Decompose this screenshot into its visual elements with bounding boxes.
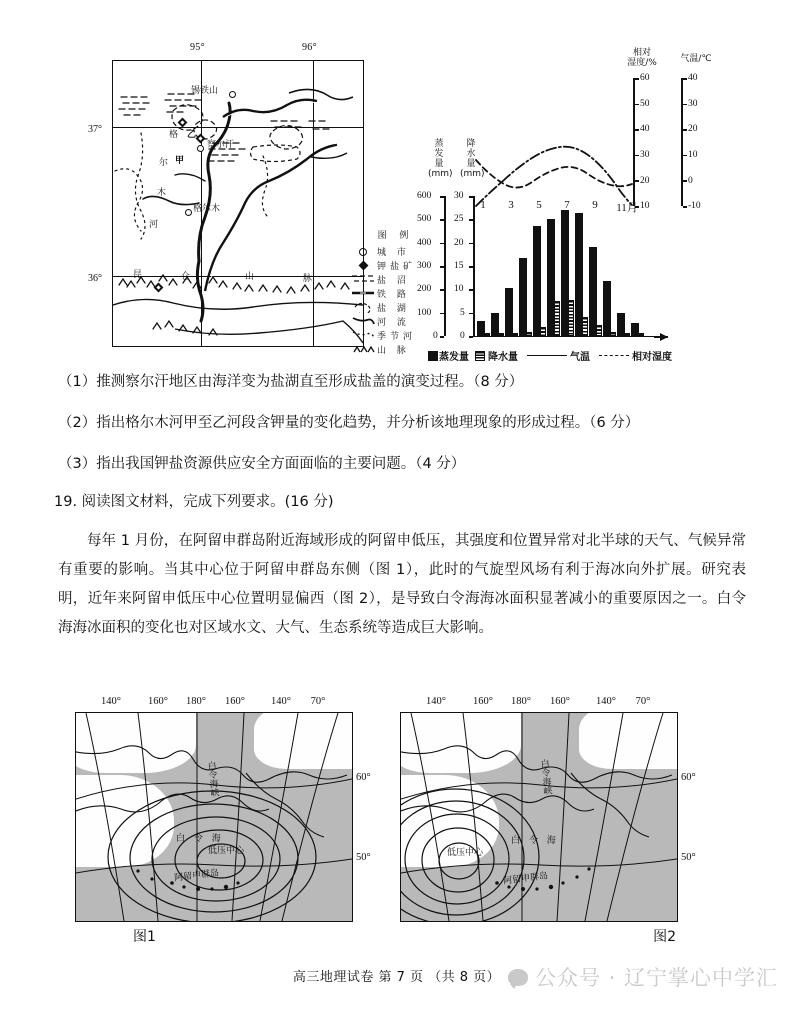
temp-tick-40: 40 [688,73,698,83]
fig1-lon-140w-left: 140° [101,696,121,707]
bar-precipitation-8 [582,317,588,336]
evap-tick-0: 0 [433,331,438,341]
map-lon-label-95: 95° [190,42,205,53]
prec-title-char-2: 水 [466,149,476,159]
fig2-lon-180: 180° [511,696,531,707]
map-label-river-he: 河 [149,220,159,230]
bar-evaporation-10 [603,281,611,336]
x-tick-1: 1 [480,199,486,211]
fig1-lon-180: 180° [186,696,206,707]
evap-tick-600: 600 [417,191,432,201]
hum-title-line-1: 相对 [632,48,651,58]
seasonal-river-icon [350,329,376,341]
hum-tick-60: 60 [640,73,650,83]
map-label-golmud-city: 格尔木 [193,204,221,214]
map-label-river-mu: 木 [157,188,167,198]
city-marker-xitieshan [229,91,236,98]
evap-tick-500: 500 [417,214,432,224]
prec-tick-30: 30 [454,191,464,201]
bar-precipitation-9 [596,325,602,336]
x-tick-5: 5 [536,199,542,211]
map-lon-label-96: 96° [302,42,317,53]
legend-label-mine: 钾盐矿 [377,261,417,272]
fig2-label-low-center: 低压中心 [447,848,484,858]
temp-tick-30: 30 [688,99,698,109]
prec-tick-20: 20 [454,238,464,248]
fig2-lat-50: 50° [681,852,696,863]
legend-item-humidity [596,348,672,363]
fig2-lat-60: 60° [681,772,696,783]
evap-title-char-1: 蒸 [434,139,444,149]
fig1-map [75,712,353,922]
map-label-range-kun: 昆 [133,270,143,280]
fig2-lon-140e: 140° [596,696,616,707]
humidity-axis [633,78,635,206]
map-legend-title: 图 例 [377,231,414,241]
bar-precipitation-1 [484,333,490,336]
prec-tick-10: 10 [454,284,464,294]
legend-item-evaporation [428,348,469,363]
mountain-icon [350,343,376,355]
city-icon [350,245,376,257]
question-19-passage: 每年 1 月份，在阿留申群岛附近海域形成的阿留申低压，其强度和位置异常对北半球的天气、气候异常有重要的影响。当其中心位于阿留申群岛东侧（图 1），此时的气旋型风场有利于海冰向外扩展。研究表明，近年来阿留申低压中心位置明显偏西（图 2），是导致白令海海冰面积显著减小的重要原因之一。白令海海冰面积的变化也对区域水文、大气、生态系统等造成巨大影响。 [58,533,746,636]
x-tick-3: 3 [508,199,514,211]
legend-label-evaporation: 蒸发量 [439,352,469,363]
map-label-river-er: 尔 [159,158,169,168]
fig2-label-strait: 白令海峡 [538,758,552,796]
top-figure [0,18,793,363]
fig1-lat-60: 60° [356,772,371,783]
prec-tick-25: 25 [454,214,464,224]
legend-label-railway: 铁 路 [377,289,410,300]
evap-tick-400: 400 [417,238,432,248]
prec-tick-15: 15 [454,261,464,271]
fig1-lon-140e: 140° [271,696,291,707]
fig2-map [400,712,678,922]
chart-plot-area [473,196,654,337]
prec-title-unit: (mm) [460,169,485,179]
question-3: （3）指出我国钾盐资源供应安全方面面临的主要问题。（4 分） [58,456,466,472]
figure-1-container [75,696,371,945]
bar-precipitation-5 [540,327,546,336]
city-marker-chaerhan [197,145,204,152]
map-lat-label-36: 36° [88,273,102,284]
x-tick-7: 7 [564,199,570,211]
hum-tick-40: 40 [640,124,650,134]
x-tick-9: 9 [592,199,598,211]
legend-item-temperature [524,348,590,363]
fig2-lon-70: 70° [635,696,651,707]
evap-tick-100: 100 [417,308,432,318]
legend-label-river: 河 流 [377,317,410,328]
legend-label-mountain: 山 脉 [377,345,410,356]
fig1-lon-160e: 160° [225,696,245,707]
salt-marsh-icon [350,273,376,285]
evaporation-axis [444,196,446,336]
legend-label-saltlake: 盐 湖 [377,303,410,314]
temp-tick-10: 10 [688,150,698,160]
bar-evaporation-3 [505,288,513,336]
evap-title-unit: (mm) [428,169,453,179]
map-label-range-shan: 山 [245,272,255,282]
evap-title-char-2: 发 [434,149,444,159]
legend-label-humidity: 相对湿度 [632,352,672,363]
watermark-text: 公众号 · 辽宁掌心中学汇 [535,966,779,990]
map-label-range-mai: 脉 [303,274,313,284]
climate-chart [417,36,720,366]
legend-label-precipitation: 降水量 [488,352,518,363]
map-label-range-lun: 仑 [181,272,191,282]
figure-2-container [400,696,696,945]
map-label-reach-jia: 甲 [175,156,185,166]
bar-evaporation-5 [533,226,541,336]
fig2-linework [401,713,677,921]
temperature-axis-title: 气温/℃ [680,54,712,64]
question-2: （2）指出格尔木河甲至乙河段含钾量的变化趋势，并分析该地理现象的形成过程。（6 分） [58,415,640,431]
evaporation-swatch-icon [428,351,438,361]
x-axis-extension [654,336,668,338]
bar-evaporation-9 [589,247,597,336]
temp-tick-0: 0 [688,176,693,186]
prec-title-char-3: 量 [466,159,476,169]
precipitation-swatch-icon [475,351,485,361]
humidity-axis-title [616,48,668,68]
railway-icon [350,287,376,299]
fig2-label-aleutian-islands: 阿留申群岛 [502,871,549,887]
humidity-line-icon [599,355,629,356]
fig1-caption: 图1 [133,929,156,945]
fig2-lon-160: 160° [473,696,493,707]
map-label-xitieshan: 锡铁山 [191,86,219,96]
river-icon [350,315,376,327]
temp-tick-20: 20 [688,124,698,134]
fig1-linework [76,713,352,921]
temperature-axis [681,78,683,206]
fig1-label-bering-sea: 白 令 海 [176,834,224,844]
x-tick-11: 11月 [616,202,638,214]
page-footer: 高三地理试卷 第 7 页 （共 8 页） [292,970,501,985]
fig1-label-strait: 白令海峡 [205,760,219,798]
city-marker-golmud [185,209,192,216]
hum-tick-10: 10 [640,201,650,211]
evap-title-char-3: 量 [434,159,444,169]
legend-label-marsh: 盐 沼 [377,275,410,286]
wechat-icon [508,969,528,986]
evap-tick-300: 300 [417,261,432,271]
bar-precipitation-2 [498,333,504,336]
salt-lake-icon [350,301,376,313]
bar-precipitation-7 [568,300,574,336]
legend-label-city: 城 市 [377,247,410,258]
bar-precipitation-3 [512,333,518,337]
temperature-line-icon [527,355,567,356]
fig2-label-bering-sea: 白 令 海 [511,836,559,846]
legend-label-seasonal: 季节河 [377,331,417,342]
map-label-reach-yi: 乙 [187,130,197,140]
evaporation-axis-title [428,139,453,179]
map-label-river-ge: 格 [169,130,179,140]
bar-evaporation-4 [519,258,527,336]
map-label-chaerhan: 察尔汗 [207,140,235,150]
prec-tick-0: 0 [460,331,465,341]
bar-precipitation-10 [610,332,616,336]
fig1-lon-160: 160° [148,696,168,707]
map-frame [112,60,364,347]
legend-label-temperature: 气温 [570,352,590,363]
fig2-lon-160e: 160° [550,696,570,707]
chart-legend [428,348,718,363]
hum-title-line-2: 湿度/% [627,58,657,68]
hum-tick-30: 30 [640,150,650,160]
question-1: （1）推测察尔汗地区由海洋变为盐湖直至形成盐盖的演变过程。（8 分） [58,374,524,390]
temp-tick-neg10: -10 [688,201,701,211]
prec-tick-5: 5 [460,308,465,318]
bar-precipitation-11 [624,333,630,337]
hum-tick-20: 20 [640,176,650,186]
map-lat-label-37: 37° [88,124,102,135]
bar-precipitation-4 [526,332,532,336]
watermark [508,962,778,992]
question-19-heading: 19. 阅读图文材料，完成下列要求。(16 分) [54,494,334,510]
fig1-lat-50: 50° [356,852,371,863]
fig1-label-aleutian-islands: 阿留申群岛 [173,868,220,884]
map-linework [113,61,363,346]
potash-mine-icon [350,259,376,271]
legend-item-precipitation [475,348,518,363]
hum-tick-50: 50 [640,99,650,109]
prec-title-char-1: 降 [466,139,476,149]
qaidam-map [88,40,417,357]
fig1-label-low-center: 低压中心 [208,846,245,856]
evap-tick-200: 200 [417,284,432,294]
fig2-caption: 图2 [653,929,676,945]
fig2-lon-140w-left: 140° [426,696,446,707]
precipitation-axis-title [460,139,485,179]
bar-precipitation-12 [638,333,644,336]
bar-precipitation-6 [554,301,560,336]
fig1-lon-70: 70° [310,696,326,707]
